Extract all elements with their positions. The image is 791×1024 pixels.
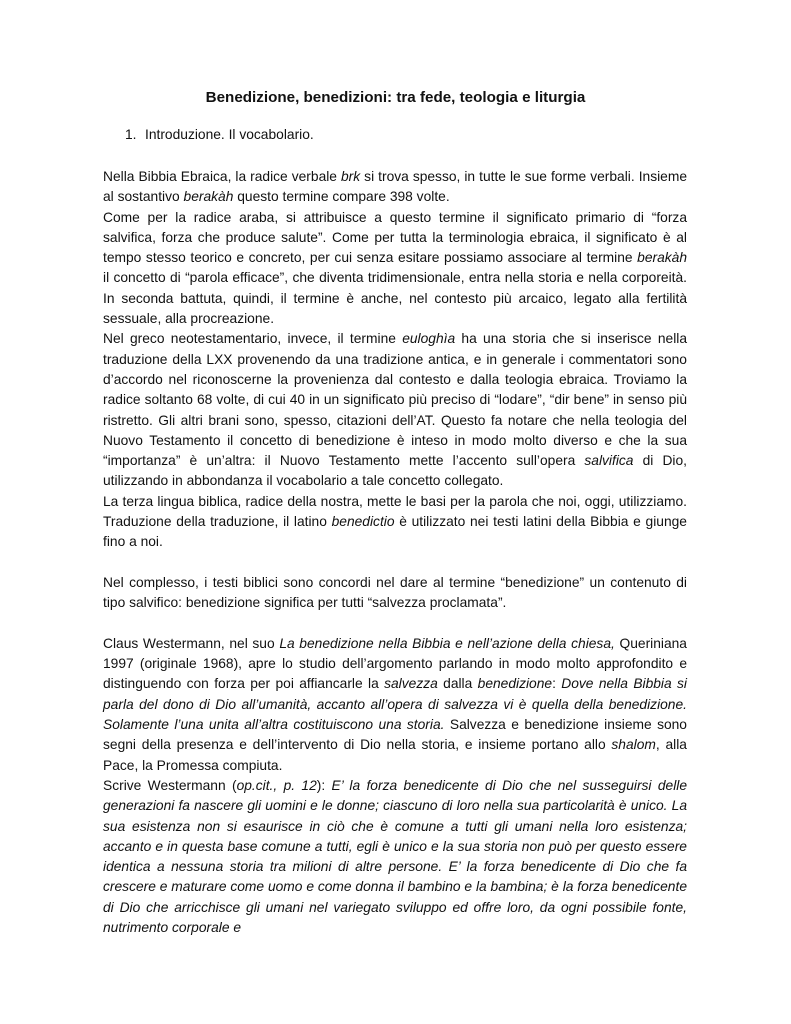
paragraph [103,492,687,553]
paragraph [103,329,687,491]
italic-text: Dove nella Bibbia si parla del dono di Dio all’umanità, accanto all’opera di salvezza vi è quella della benedizione. Solamente l’una unita all’altra costituiscono una storia. [103,676,687,733]
paragraph-gap [103,614,687,634]
italic-text: op.cit., p. 12 [236,777,317,793]
text-run: di Dio, utilizzando in abbondanza il vocabolario a tale concetto collegato. [103,453,687,489]
paragraph-gap [103,553,687,573]
text-run: Queriniana 1997 (originale 1968), apre lo studio dell’argomento parlando in modo molto approfondito e distinguendo con forza per poi affiancarle la [103,635,687,692]
italic-text: berakàh [183,189,234,205]
text-run: Salvezza e benedizione insieme sono segni della presenza e dell’intervento di Dio nella storia, e insieme portano allo [103,717,687,753]
paragraph [103,634,687,776]
italic-text: salvifica [584,453,634,469]
text-run: Claus Westermann, nel suo [103,635,280,651]
italic-text: benedizione [477,676,553,692]
text-run: questo termine compare 398 volte. [233,189,450,205]
section-number: 1. [125,127,137,142]
italic-text: benedictio [331,514,395,530]
text-run: è utilizzato nei testi latini della Bibbia e giunge fino a noi. [103,514,687,550]
text-run: Come per la radice araba, si attribuisce a questo termine il significato primario di “forza salvifica, forza che produce salute”. Come per tutta la terminologia ebraica, il significato è al tempo stesso teorico e concreto, per cui senza esitare possiamo associare al termine [103,209,687,266]
section-heading [125,125,314,144]
paragraph [103,208,687,330]
paragraph [103,776,687,938]
italic-text: brk [341,169,361,184]
text-run: dalla [437,676,478,692]
text-run: il concetto di “parola efficace”, che diventa tridimensionale, entra nella storia e nella corporeità. In seconda battuta, quindi, il termine è anche, nel contesto più arcaico, legato alla fertilità sessuale, alla procreazione. [103,270,687,327]
document-body [103,167,687,938]
section-label: Introduzione. Il vocabolario. [145,127,314,142]
text-run: Scrive Westermann ( [103,777,237,793]
text-run: ): [316,777,332,793]
text-run: si trova spesso, in tutte le sue forme verbali. Insieme al sostantivo [103,169,687,205]
text-run: La terza lingua biblica, radice della nostra, mette le basi per la parola che noi, oggi, utilizziamo. Traduzione della traduzione, il latino [103,493,687,530]
italic-text: La benedizione nella Bibbia e nell’azione della chiesa, [279,635,615,651]
italic-text: shalom [611,737,656,753]
text-run: : [552,676,562,692]
italic-text: salvezza [384,676,438,692]
paragraph [103,573,687,614]
italic-text: E’ la forza benedicente di Dio che nel susseguirsi delle generazioni fa nascere gli uomini e le donne; ciascuno di loro nella sua particolarità è unico. La sua esistenza non si esaurisce in ciò che è comune a tutti gli umani nella loro esistenza; accanto e in questa base comune a tutti, egli è unico e la sua storia non può per questo essere identica a nessuna storia tra milioni di altre persone. E’ la forza benedicente di Dio che fa crescere e maturare come uomo e come donna il bambino e la bambina; è la forza benedicente di Dio che arricchisce gli umani nel variegato sviluppo ed offre loro, da ogni possibile fonte, nutrimento corporale e [103,777,687,935]
paragraph [103,167,687,208]
italic-text: berakàh [637,250,687,266]
text-run: Nella Bibbia Ebraica, la radice verbale [103,169,341,184]
document-title: Benedizione, benedizioni: tra fede, teologia e liturgia [205,89,586,106]
text-run: , alla Pace, la Promessa compiuta. [103,737,687,773]
italic-text: euloghìa [402,331,456,347]
text-run: Nel complesso, i testi biblici sono concordi nel dare al termine “benedizione” un contenuto di tipo salvifico: benedizione significa per tutti “salvezza proclamata”. [103,574,687,611]
text-run: ha una storia che si inserisce nella traduzione della LXX provenendo da una tradizione antica, e in generale i commentatori sono d’accordo nel riconoscerne la provenienza dal contesto e dalla teologia ebraica. Troviamo la radice soltanto 68 volte, di cui 40 in un significato più preciso di “lodare”, “dir bene” in senso più ristretto. Gli altri brani sono, spesso, citazioni dell’AT. Questo fa notare che nella teologia del Nuovo Testamento il concetto di benedizione è inteso in modo molto diverso e che la sua “importanza” è un’altra: il Nuovo Testamento mette l’accento sull’opera [103,331,688,469]
text-run: Nel greco neotestamentario, invece, il termine [103,331,403,347]
